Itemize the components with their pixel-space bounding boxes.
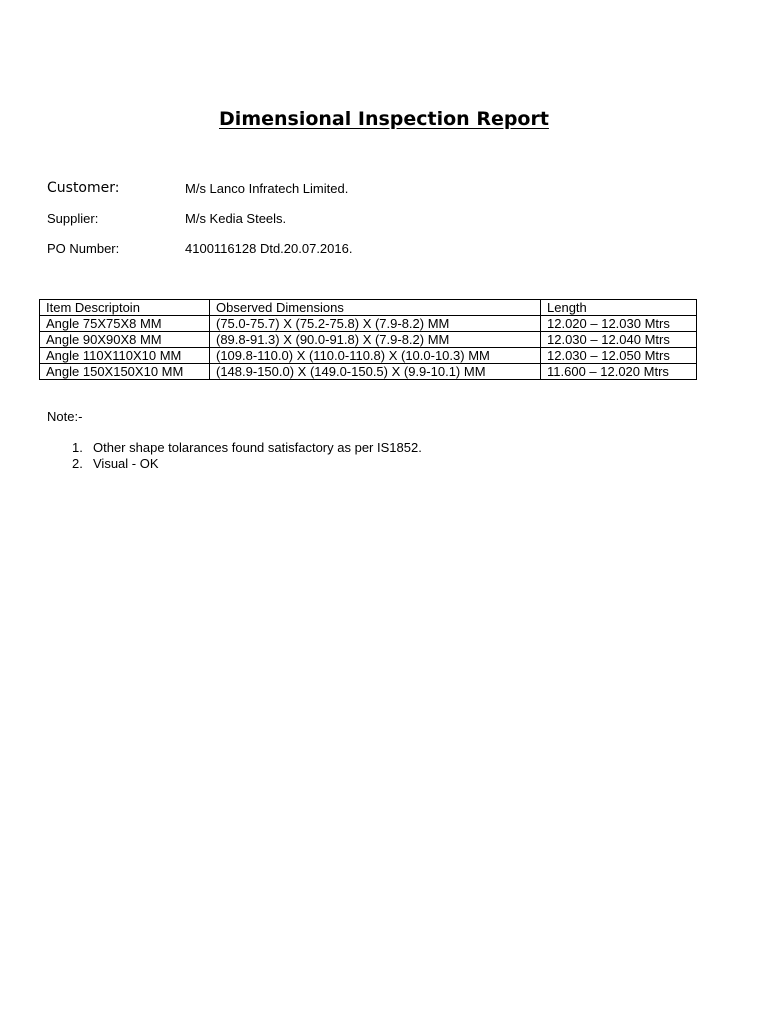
po-number-value: 4100116128 Dtd.20.07.2016. <box>185 241 353 256</box>
table-row <box>40 316 697 332</box>
list-item-text: Other shape tolarances found satisfactory as per IS1852. <box>93 440 422 455</box>
notes-list <box>47 440 422 472</box>
header-observed-dimensions: Observed Dimensions <box>210 300 541 316</box>
customer-value: M/s Lanco Infratech Limited. <box>185 181 349 196</box>
table-row <box>40 364 697 380</box>
supplier-label: Supplier: <box>47 211 99 226</box>
cell-dimensions: (109.8-110.0) X (110.0-110.8) X (10.0-10.3) MM <box>210 348 541 364</box>
table-header-row <box>40 300 697 316</box>
supplier-value: M/s Kedia Steels. <box>185 211 287 226</box>
cell-item: Angle 75X75X8 MM <box>40 316 210 332</box>
cell-item: Angle 90X90X8 MM <box>40 332 210 348</box>
cell-length: 12.030 – 12.040 Mtrs <box>541 332 697 348</box>
inspection-table <box>39 299 697 380</box>
list-item-number: 2. <box>72 456 83 471</box>
cell-dimensions: (148.9-150.0) X (149.0-150.5) X (9.9-10.1) MM <box>210 364 541 380</box>
cell-dimensions: (89.8-91.3) X (90.0-91.8) X (7.9-8.2) MM <box>210 332 541 348</box>
cell-length: 12.020 – 12.030 Mtrs <box>541 316 697 332</box>
list-item-text: Visual - OK <box>93 456 159 471</box>
list-item-number: 1. <box>72 440 83 455</box>
report-title: Dimensional Inspection Report <box>219 108 549 130</box>
list-item <box>47 456 422 472</box>
cell-length: 12.030 – 12.050 Mtrs <box>541 348 697 364</box>
list-item <box>47 440 422 456</box>
cell-item: Angle 150X150X10 MM <box>40 364 210 380</box>
cell-item: Angle 110X110X10 MM <box>40 348 210 364</box>
customer-label: Customer: <box>47 180 120 196</box>
po-number-label: PO Number: <box>47 241 120 256</box>
cell-dimensions: (75.0-75.7) X (75.2-75.8) X (7.9-8.2) MM <box>210 316 541 332</box>
note-label: Note:- <box>47 409 83 424</box>
table-row <box>40 348 697 364</box>
cell-length: 11.600 – 12.020 Mtrs <box>541 364 697 380</box>
table-row <box>40 332 697 348</box>
header-item-description: Item Descriptoin <box>40 300 210 316</box>
header-length: Length <box>541 300 697 316</box>
